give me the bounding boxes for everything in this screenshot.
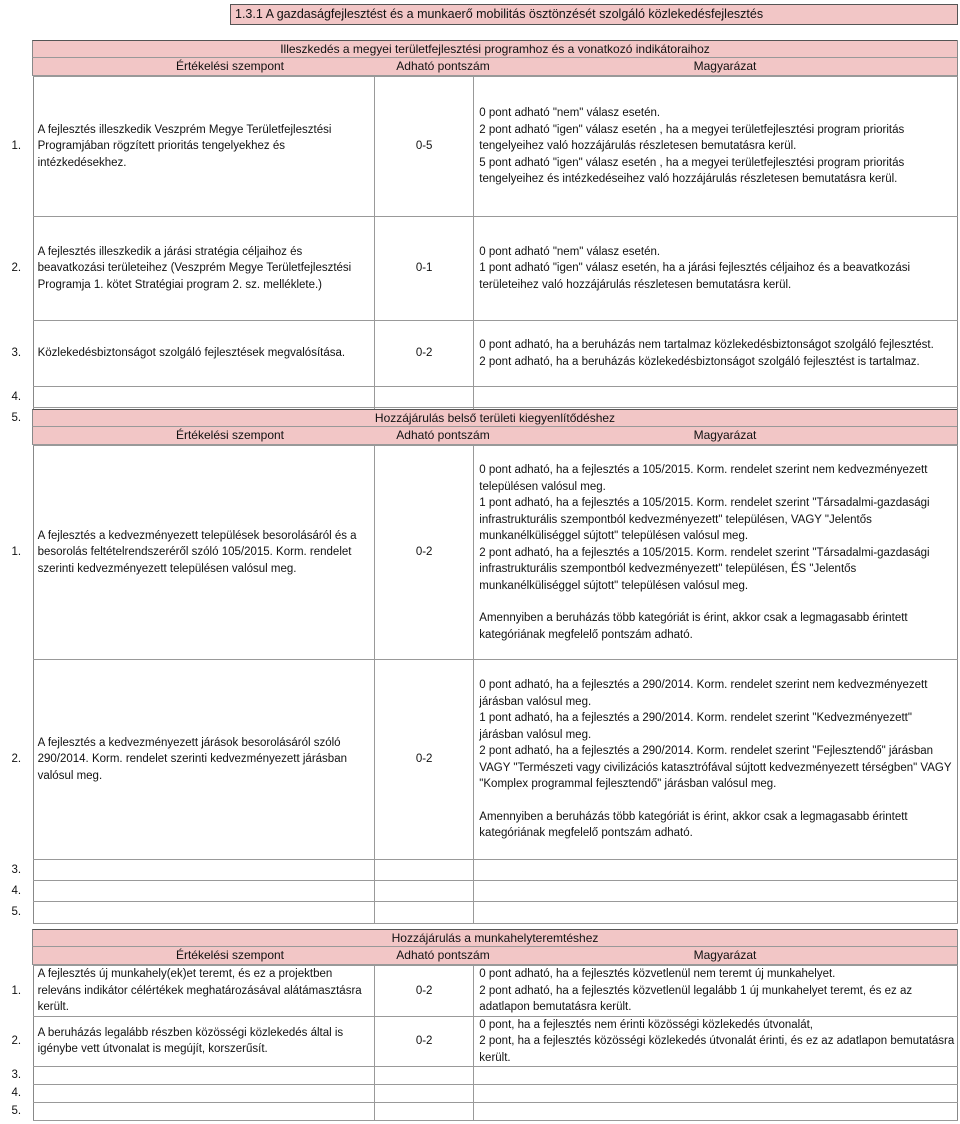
header-criterion: Értékelési szempont — [175, 428, 285, 442]
explanation-line: 0 pont adható, ha a fejlesztés a 290/2014. Korm. rendelet szerint nem kedvezményezett járásban valósul meg. — [479, 679, 928, 708]
criterion-cell: A fejlesztés a kedvezményezett települések besorolásáról és a besorolás feltételrendszeréről szóló 105/2015. Korm. rendelet szerinti kedvezményezett településen valósul meg. — [33, 446, 374, 660]
criterion-cell — [33, 1103, 374, 1121]
header-explanation: Magyarázat — [693, 59, 757, 73]
header-criterion: Értékelési szempont — [175, 59, 285, 73]
explanation-line: 2 pont adható, ha a fejlesztés a 105/2015. Korm. rendelet szerint "Társadalmi-gazdasági infrastrukturális szempontból kedvezményezett" településen, ÉS "Jelentős munkanélküliséggel sújtott" településen valósul meg. — [479, 546, 930, 592]
points-cell: 0-2 — [374, 446, 473, 660]
explanation-line: 2 pont adható, ha a fejlesztés közvetlenül legalább 1 új munkahelyet teremt, és ez az adatlapon bemutatásra került. — [479, 984, 913, 1013]
criterion-cell: A beruházás legalább részben közösségi közlekedés által is igénybe vett útvonalat is megújít, korszerűsít. — [33, 1016, 374, 1067]
points-cell — [374, 1067, 473, 1085]
header-points: Adható pontszám — [396, 948, 490, 962]
row-number: 4. — [11, 1087, 22, 1100]
explanation-line: 5 pont adható "igen" válasz esetén , ha a megyei területfejlesztési program prioritás tengelyeihez és intézkedéseihez való hozzájárulás részletesen bemutatásra kerül. — [479, 156, 905, 186]
table-header-row — [32, 947, 957, 965]
explanation-cell — [474, 446, 958, 660]
criterion-cell: Közlekedésbiztonságot szolgáló fejlesztések megvalósítása. — [33, 321, 374, 387]
row-number: 2. — [11, 262, 22, 275]
table-row — [0, 446, 958, 660]
header-points: Adható pontszám — [396, 59, 490, 73]
header-explanation: Magyarázat — [693, 428, 757, 442]
explanation-cell — [474, 217, 958, 321]
explanation-line: 0 pont adható, ha a beruházás nem tartalmaz közlekedésbiztonságot szolgáló fejlesztést. — [479, 339, 934, 351]
explanation-line: 1 pont adható, ha a fejlesztés a 105/2015. Korm. rendelet szerint "Társadalmi-gazdasági infrastrukturális szempontból kedvezményezett" településen, VAGY "Jelentős munkanélküliséggel sújtott" településen valósul meg. — [479, 497, 930, 542]
explanation-cell — [474, 77, 958, 217]
points-cell: 0-1 — [374, 217, 473, 321]
criterion-cell: A fejlesztés illeszkedik a járási stratégia céljaihoz és beavatkozási területeihez (Veszprém Megye Területfejlesztési Programja 1. kötet Stratégiai program 2. sz. melléklete.) — [33, 217, 374, 321]
table-row — [0, 1016, 958, 1067]
row-number: 2. — [11, 753, 22, 766]
explanation-line: 1 pont adható "igen" válasz esetén, ha a járási fejlesztés céljaihoz és a beavatkozási területeihez való hozzájárulás részletesen bemutatásra kerül. — [479, 262, 911, 291]
criterion-cell: A fejlesztés új munkahely(ek)et teremt, és ez a projektben releváns indikátor célértékek meghatározásával alátámasztásra került. — [33, 966, 374, 1017]
points-cell: 0-2 — [374, 660, 473, 860]
criteria-table — [0, 445, 958, 924]
points-cell — [374, 1103, 473, 1121]
points-cell: 0-2 — [374, 321, 473, 387]
explanation-cell — [474, 1085, 958, 1103]
row-number: 4. — [11, 884, 22, 897]
explanation-cell — [474, 966, 958, 1017]
explanation-line: 0 pont adható, ha a fejlesztés közvetlenül nem teremt új munkahelyet. — [479, 968, 836, 980]
points-cell — [374, 902, 473, 924]
explanation-line: 1 pont adható, ha a fejlesztés a 290/2014. Korm. rendelet szerint "Kedvezményezett" járásban valósul meg. — [479, 712, 912, 741]
points-cell: 0-5 — [374, 77, 473, 217]
paragraph-gap — [479, 793, 955, 809]
explanation-cell — [474, 860, 958, 881]
table-row — [0, 1103, 958, 1121]
explanation-cell — [474, 1067, 958, 1085]
explanation-cell — [474, 1103, 958, 1121]
section-title: Illeszkedés a megyei területfejlesztési programhoz és a vonatkozó indikátoraihoz — [32, 40, 957, 58]
explanation-cell — [474, 387, 958, 408]
criterion-cell — [33, 902, 374, 924]
row-number: 2. — [11, 1035, 22, 1047]
table-row — [0, 217, 958, 321]
criterion-cell — [33, 860, 374, 881]
table-header-row — [32, 427, 957, 445]
header-points: Adható pontszám — [396, 428, 490, 442]
criterion-cell — [33, 1067, 374, 1085]
section-title: Hozzájárulás belső területi kiegyenlítődéshez — [32, 409, 957, 427]
explanation-line: 0 pont adható, ha a fejlesztés a 105/2015. Korm. rendelet szerint nem kedvezményezett településen valósul meg. — [479, 464, 928, 493]
table-row — [0, 902, 958, 924]
explanation-cell — [474, 321, 958, 387]
explanation-line: 2 pont, ha a fejlesztés közösségi közlekedés útvonalát érinti, és ez az adatlapon bemutatásra került. — [479, 1035, 955, 1064]
explanation-cell — [474, 902, 958, 924]
explanation-cell — [474, 881, 958, 902]
criterion-cell: A fejlesztés a kedvezményezett járások besorolásáról szóló 290/2014. Korm. rendelet szerinti kedvezményezett járásban valósul meg. — [33, 660, 374, 860]
row-number: 5. — [11, 411, 22, 424]
explanation-line: 2 pont adható "igen" válasz esetén , ha a megyei területfejlesztési program prioritás tengelyeihez való hozzájárulás részletesen bemutatásra kerül. — [479, 123, 905, 153]
row-number: 1. — [11, 984, 22, 997]
points-cell: 0-2 — [374, 966, 473, 1017]
row-number: 3. — [11, 863, 22, 876]
table-header-row — [32, 58, 957, 76]
row-number: 1. — [11, 546, 22, 559]
points-cell — [374, 881, 473, 902]
table-row — [0, 321, 958, 387]
section-title: Hozzájárulás a munkahelyteremtéshez — [32, 929, 957, 947]
section-megyei-illeszkedes — [0, 40, 958, 429]
row-number: 3. — [11, 347, 22, 360]
explanation-line: Amennyiben a beruházás több kategóriát is érint, akkor csak a legmagasabb érintett kategóriának megfelelő pontszám adható. — [479, 810, 908, 840]
explanation-line: 0 pont, ha a fejlesztés nem érinti közösségi közlekedés útvonalát, — [479, 1018, 813, 1031]
table-row — [0, 881, 958, 902]
criteria-table — [0, 76, 958, 429]
criterion-cell — [33, 387, 374, 408]
table-row — [0, 1085, 958, 1103]
page-title: 1.3.1 A gazdaságfejlesztést és a munkaerő mobilitás ösztönzését szolgáló közlekedésfejlesztés — [230, 4, 958, 25]
explanation-line: Amennyiben a beruházás több kategóriát is érint, akkor csak a legmagasabb érintett kategóriának megfelelő pontszám adható. — [479, 612, 908, 641]
explanation-cell — [474, 660, 958, 860]
row-number: 5. — [11, 906, 22, 919]
section-teruleti-kiegyenlitodes — [0, 409, 958, 924]
table-row — [0, 387, 958, 408]
explanation-line: 2 pont adható, ha a beruházás közlekedésbiztonságot szolgáló fejlesztést is tartalmaz. — [479, 355, 920, 368]
explanation-line: 0 pont adható "nem" válasz esetén. — [479, 245, 661, 258]
points-cell: 0-2 — [374, 1016, 473, 1067]
table-row — [0, 1067, 958, 1085]
section-munkahelyteremtes — [0, 929, 958, 1121]
criterion-cell — [33, 1085, 374, 1103]
table-row — [0, 860, 958, 881]
explanation-line: 2 pont adható, ha a fejlesztés a 290/2014. Korm. rendelet szerint "Fejlesztendő" járásban VAGY "Természeti vagy civilizációs katasztrófával sújtott kedvezményezett térségben" VAGY "Komplex programmal fejlesztendő" járásban valósul meg. — [479, 745, 952, 791]
table-row — [0, 966, 958, 1017]
criteria-table — [0, 965, 958, 1121]
explanation-cell — [474, 1016, 958, 1067]
table-row — [0, 77, 958, 217]
points-cell — [374, 387, 473, 408]
explanation-line: 0 pont adható "nem" válasz esetén. — [479, 107, 661, 120]
row-number: 1. — [11, 140, 22, 153]
table-row — [0, 660, 958, 860]
header-criterion: Értékelési szempont — [175, 948, 285, 962]
paragraph-gap — [479, 594, 955, 610]
row-number: 3. — [11, 1069, 22, 1082]
points-cell — [374, 860, 473, 881]
points-cell — [374, 1085, 473, 1103]
criterion-cell: A fejlesztés illeszkedik Veszprém Megye Területfejlesztési Programjában rögzített prioritás tengelyekhez és intézkedésekhez. — [33, 77, 374, 217]
row-number: 4. — [11, 390, 22, 403]
row-number: 5. — [11, 1105, 22, 1118]
header-explanation: Magyarázat — [693, 948, 757, 962]
criterion-cell — [33, 881, 374, 902]
